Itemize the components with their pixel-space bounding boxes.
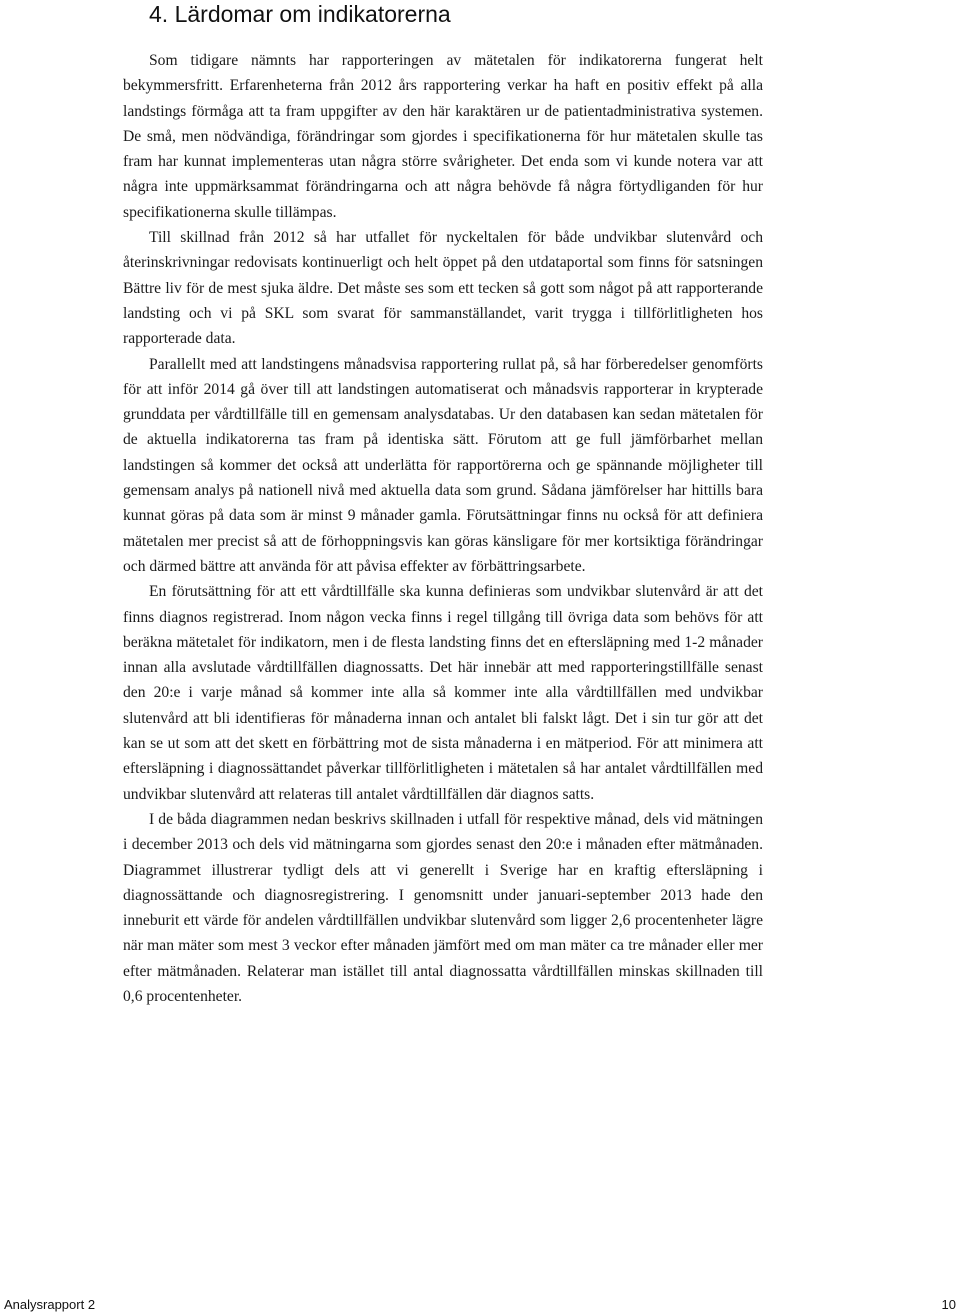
body-text — [123, 48, 763, 1009]
footer-page-number: 10 — [941, 1297, 956, 1312]
paragraph: I de båda diagrammen nedan beskrivs skillnaden i utfall för respektive månad, dels vid mätningen i december 2013 och dels vid mätningarna som gjordes senast den 20:e i månaden efter mätmånaden. Diagrammet illustrerar tydligt dels att vi generellt i Sverige har en kraftig eftersläpning i diagnossättande och diagnosregistrering. I genomsnitt under januari-september 2013 hade den inneburit ett värde för andelen vårdtillfällen undvikbar slutenvård som ligger 2,6 procentenheter lägre när man mäter som mest 3 veckor efter månaden jämfört med om man mäter ca tre månader eller mer efter mätmånaden. Relaterar man istället till antal diagnossatta vårdtillfällen minskas skillnaden till 0,6 procentenheter. — [123, 810, 763, 1005]
paragraph: En förutsättning för att ett vårdtillfälle ska kunna definieras som undvikbar slutenvård är att det finns diagnos registrerad. Inom någon vecka finns i regel tillgång till övriga data som behövs för att beräkna mätetalet för indikatorn, men i de flesta landsting finns det en eftersläpning med 1-2 månader innan alla avslutade vårdtillfällen diagnossatts. Det här innebär att med rapporteringstillfälle senast den 20:e i varje månad så kommer inte alla så kommer inte alla vårdtillfällen med undvikbar slutenvård att bli identifieras för månaderna innan och antalet bli falskt lågt. Det i sin tur gör att det kan se ut som att det skett en förbättring mot de sista månaderna i en mätperiod. För att minimera att eftersläpning i diagnossättandet påverkar tillförlitligheten i mätetalen så har antalet vårdtillfällen med undvikbar slutenvård att relateras till antalet vårdtillfällen där diagnos satts. — [123, 583, 763, 803]
paragraph: Till skillnad från 2012 så har utfallet för nyckeltalen för både undvikbar slutenvård och återinskrivningar redovisats kontinuerligt och helt öppet på den utdataportal som finns för satsningen Bättre liv för de mest sjuka äldre. Det måste ses som ett tecken så gott som något på att rapporterande landsting och vi på SKL som svarat för sammanställandet, varit trygga i tillförlitligheten hos rapporterade data. — [123, 229, 763, 348]
paragraph: Som tidigare nämnts har rapporteringen av mätetalen för indikatorerna fungerat helt bekymmersfritt. Erfarenheterna från 2012 års rapportering verkar ha haft en positiv effekt på alla landstings förmåga att ta fram uppgifter av den här karaktären ur de patientadministrativa systemen. De små, men nödvändiga, förändringar som gjordes i specifikationerna för hur mätetalen skulle tas fram har kunnat implementeras utan några större svårigheter. Det enda som vi kunde notera var att några inte uppmärksammat förändringarna och att några behövde få några förtydliganden för hur specifikationerna skulle tillämpas. — [123, 52, 763, 221]
footer-report-name: Analysrapport 2 — [4, 1297, 96, 1312]
section-heading: 4. Lärdomar om indikatorerna — [149, 1, 451, 27]
paragraph: Parallellt med att landstingens månadsvisa rapportering rullat på, så har förberedelser genomförts för att inför 2014 gå över till att landstingen automatiserat och månadsvis rapporterar in krypterade grunddata per vårdtillfälle till en gemensam analysdatabas. Ur den databasen kan sedan mätetalen för de aktuella indikatorerna tas fram på identiska sätt. Förutom att ge full jämförbarhet mellan landstingen så kommer det också att underlätta för rapportörerna och ge spännande möjligheter till gemensam analys på nationell nivå med aktuella data som grund. Sådana jämförelser har hittills bara kunnat göras på data som är minst 9 månader gamla. Förutsättningar finns nu också för att definiera mätetalen mer precist så att de förhoppningsvis kan göras känsligare för mer kortsiktiga förändringar och därmed bättre att använda för att påvisa effekter av förbättringsarbete. — [123, 355, 763, 575]
